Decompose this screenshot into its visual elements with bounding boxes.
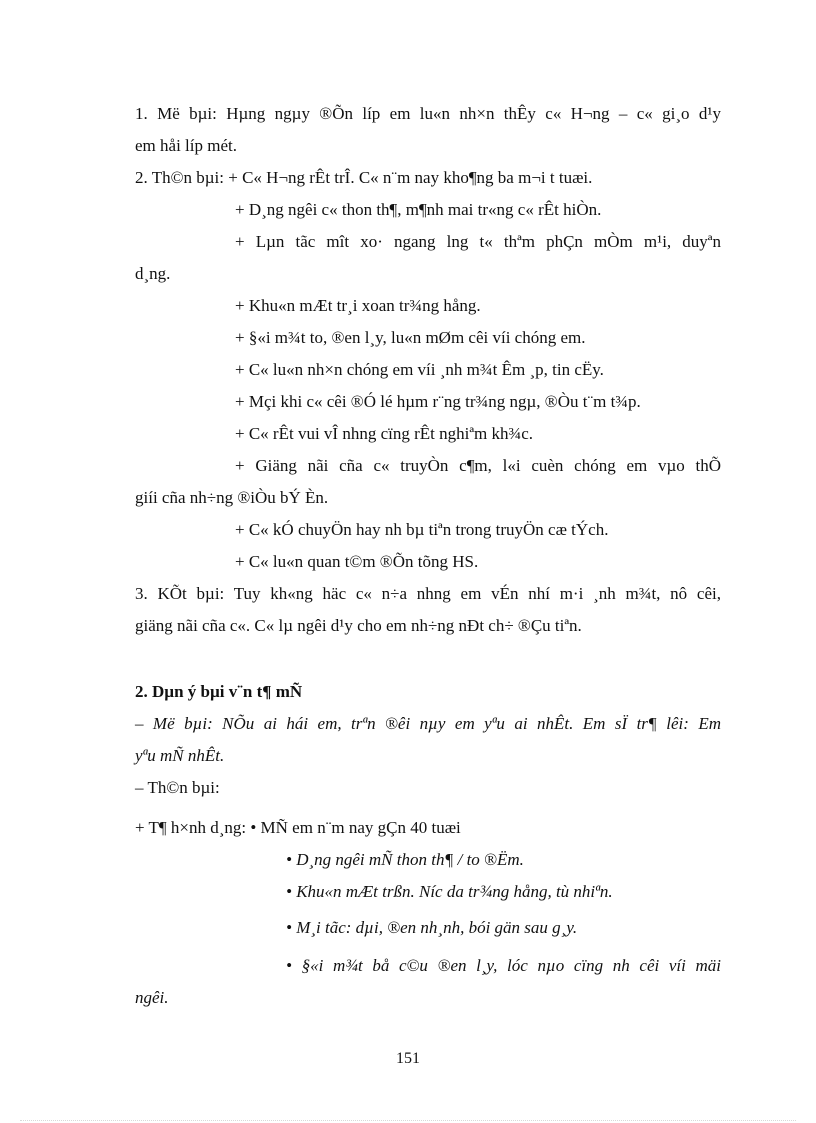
text-line: 3. KÕt bµi: Tuy kh«ng häc c« n÷a nhng em vÉn nhí m·i ¸nh m¾t, nô cêi, (135, 584, 721, 603)
text-line: + T¶ h×nh d¸ng: • MÑ em n¨m nay gÇn 40 tuæi (135, 818, 461, 837)
bullet-item: • §«i m¾t bå c©u ®en l¸y, lóc nµo cïng nh cêi víi mäi (286, 956, 721, 975)
bullet-item: • D¸ng ngêi mÑ thon th¶ / to ®Ëm. (286, 850, 524, 869)
text-line: + Giäng nãi cña c« truyÒn c¶m, l«i cuèn chóng em vµo thÕ (235, 456, 721, 475)
page-number: 151 (396, 1050, 420, 1067)
section-heading: 2. Dµn ý bµi v¨n t¶ mÑ (135, 682, 303, 701)
text-line: + C« rÊt vui vÎ nhng cïng rÊt nghiªm kh¾c. (235, 424, 534, 443)
text-line: – Th©n bµi: (135, 778, 220, 797)
text-line: – Më bµi: NÕu ai hái em, trªn ®êi nµy em yªu ai nhÊt. Em sÏ tr¶ lêi: Em (135, 714, 721, 733)
text-line: + Lµn tãc mît xo· ngang lng t« thªm phÇn mÒm m¹i, duyªn (235, 232, 721, 251)
text-line: + D¸ng ngêi c« thon th¶, m¶nh mai tr«ng c« rÊt hiÒn. (235, 200, 602, 219)
text-line: d¸ng. (135, 264, 171, 283)
text-line: + §«i m¾t to, ®en l¸y, lu«n mØm cêi víi chóng em. (235, 328, 586, 347)
text-line: ngêi. (135, 988, 169, 1007)
text-line: + Khu«n mÆt tr¸i xoan tr¾ng hång. (235, 296, 481, 315)
text-line: + C« lu«n nh×n chóng em víi ¸nh m¾t Êm ¸p, tin cËy. (235, 360, 604, 379)
text-line: + C« lu«n quan t©m ®Õn tõng HS. (235, 552, 479, 571)
text-line: 2. Th©n bµi: + C« H¬ng rÊt trÎ. C« n¨m nay kho¶ng ba m¬i t tuæi. (135, 168, 593, 187)
bullet-item: • M¸i tãc: dµi, ®en nh¸nh, bói gän sau g¸y. (286, 918, 578, 937)
text-line: em håi líp mét. (135, 136, 237, 155)
footer-divider (20, 1120, 796, 1121)
text-line: giíi cña nh÷ng ®iÒu bÝ Èn. (135, 488, 329, 507)
text-line: + C« kÓ chuyÖn hay nh bµ tiªn trong truyÖn cæ tÝch. (235, 520, 609, 539)
text-line: + Mçi khi c« cêi ®Ó lé hµm r¨ng tr¾ng ngµ, ®Òu t¨m t¾p. (235, 392, 641, 411)
text-line: 1. Më bµi: Hµng ngµy ®Õn líp em lu«n nh×n thÊy c« H¬ng – c« gi¸o d¹y (135, 104, 721, 123)
text-line: giäng nãi cña c«. C« lµ ngêi d¹y cho em nh÷ng nÐt ch÷ ®Çu tiªn. (135, 616, 582, 635)
text-line: yªu mÑ nhÊt. (135, 746, 225, 765)
bullet-item: • Khu«n mÆt trßn. Níc da tr¾ng hång, tù nhiªn. (286, 882, 613, 901)
